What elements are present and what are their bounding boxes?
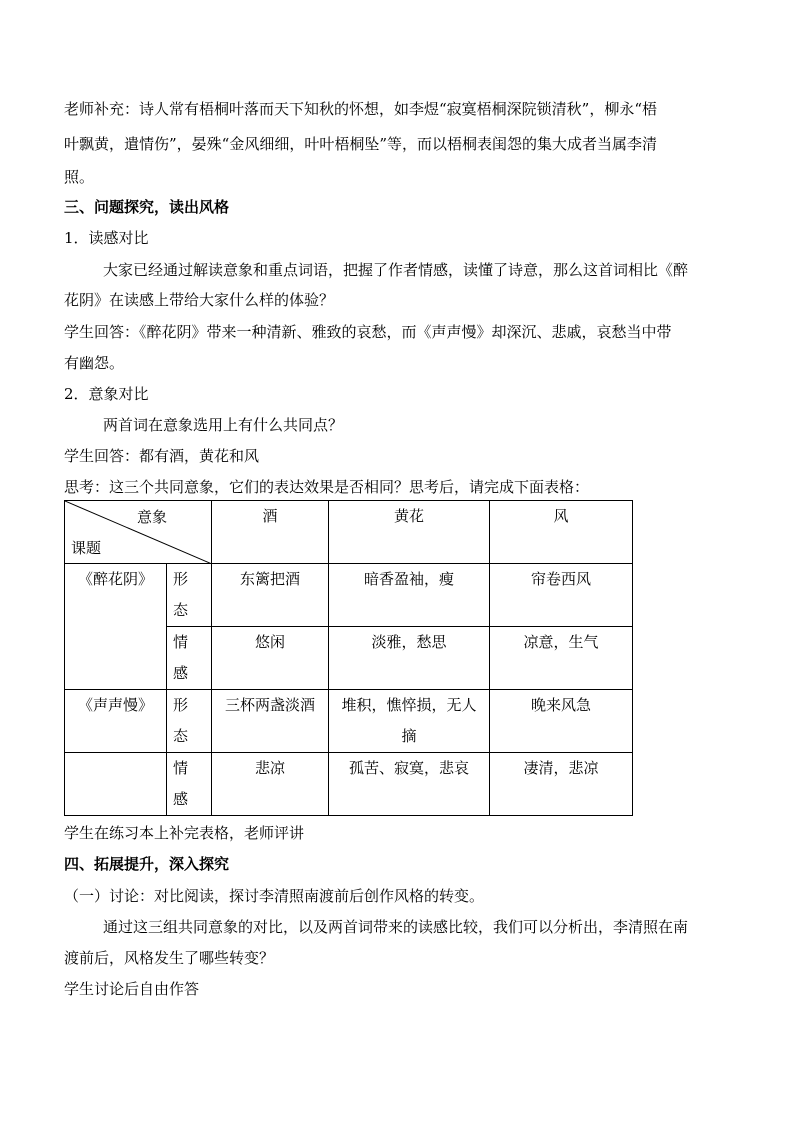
item-1-question-line-1: 大家已经通过解读意象和重点词语，把握了作者情感，读懂了诗意，那么这首词相比《醉 [103,261,689,279]
item-1-answer-line-2: 有幽怨。 [64,354,125,372]
section-3-heading: 三、问题探究，读出风格 [64,198,230,216]
table-corner-cell [65,501,212,564]
item-1-question-line-2: 花阴》在读感上带给大家什么样的体验？ [64,291,335,309]
corner-imagery-label: 意象 [136,508,167,526]
poem-zuihuayin: 《醉花阴》 [65,564,167,690]
table-row [65,564,633,627]
teacher-note-line-3: 照。 [64,168,95,186]
cell-zuihuayin-form-wine: 东篱把酒 [212,564,329,627]
sub-1-heading: （一）讨论：对比阅读，探讨李清照南渡前后创作风格的转变。 [64,887,485,905]
think-prompt: 思考：这三个共同意象，它们的表达效果是否相同？思考后，请完成下面表格： [64,478,590,496]
cell-shengshengman-emotion-flower: 孤苦、寂寞，悲哀 [329,753,490,816]
after-table-note: 学生在练习本上补完表格，老师评讲 [64,824,305,842]
item-2-answer: 学生回答：都有酒，黄花和风 [64,447,260,465]
cell-zuihuayin-form-flower: 暗香盈袖，瘦 [329,564,490,627]
cell-zuihuayin-emotion-wind: 凉意，生气 [490,627,633,690]
poem-shengshengman: 《声声慢》 [65,690,167,753]
label-emotion: 情 感 [167,627,212,690]
teacher-note-line-2: 叶飘黄，遣情伤”，晏殊“金风细细，叶叶梧桐坠”等，而以梧桐表闺怨的集大成者当属李清 [64,135,658,153]
sub-1-question-line-2: 渡前后，风格发生了哪些转变？ [64,949,275,967]
item-1-answer-line-1: 学生回答：《醉花阴》带来一种清新、雅致的哀愁，而《声声慢》却深沉、悲戚，哀愁当中带 [64,323,672,341]
cell-zuihuayin-emotion-flower: 淡雅，愁思 [329,627,490,690]
empty-poem-cell [65,753,167,816]
table-header-row [65,501,633,564]
section-4-heading: 四、拓展提升，深入探究 [64,855,230,873]
header-chrysanthemum: 黄花 [329,501,490,564]
cell-zuihuayin-form-wind: 帘卷西风 [490,564,633,627]
cell-shengshengman-form-wind: 晚来风急 [490,690,633,753]
cell-shengshengman-form-wine: 三杯两盏淡酒 [212,690,329,753]
teacher-note-line-1: 老师补充：诗人常有梧桐叶落而天下知秋的怀想，如李煜“寂寞梧桐深院锁清秋”，柳永“梧 [64,100,658,118]
item-1-heading: 1．读感对比 [64,229,149,247]
header-wine: 酒 [212,501,329,564]
imagery-comparison-table [64,500,633,816]
sub-1-answer: 学生讨论后自由作答 [64,980,200,998]
label-form: 形 态 [167,564,212,627]
corner-topic-label: 课题 [71,539,102,557]
item-2-heading: 2．意象对比 [64,385,149,403]
cell-shengshengman-emotion-wine: 悲凉 [212,753,329,816]
header-wind: 风 [490,501,633,564]
label-emotion: 情 感 [167,753,212,816]
label-form: 形 态 [167,690,212,753]
table-row [65,690,633,753]
cell-shengshengman-form-flower: 堆积，憔悴损，无人 摘 [329,690,490,753]
sub-1-question-line-1: 通过这三组共同意象的对比，以及两首词带来的读感比较，我们可以分析出，李清照在南 [103,918,689,936]
item-2-question: 两首词在意象选用上有什么共同点？ [103,416,344,434]
cell-zuihuayin-emotion-wine: 悠闲 [212,627,329,690]
cell-shengshengman-emotion-wind: 凄清，悲凉 [490,753,633,816]
table-row [65,753,633,816]
